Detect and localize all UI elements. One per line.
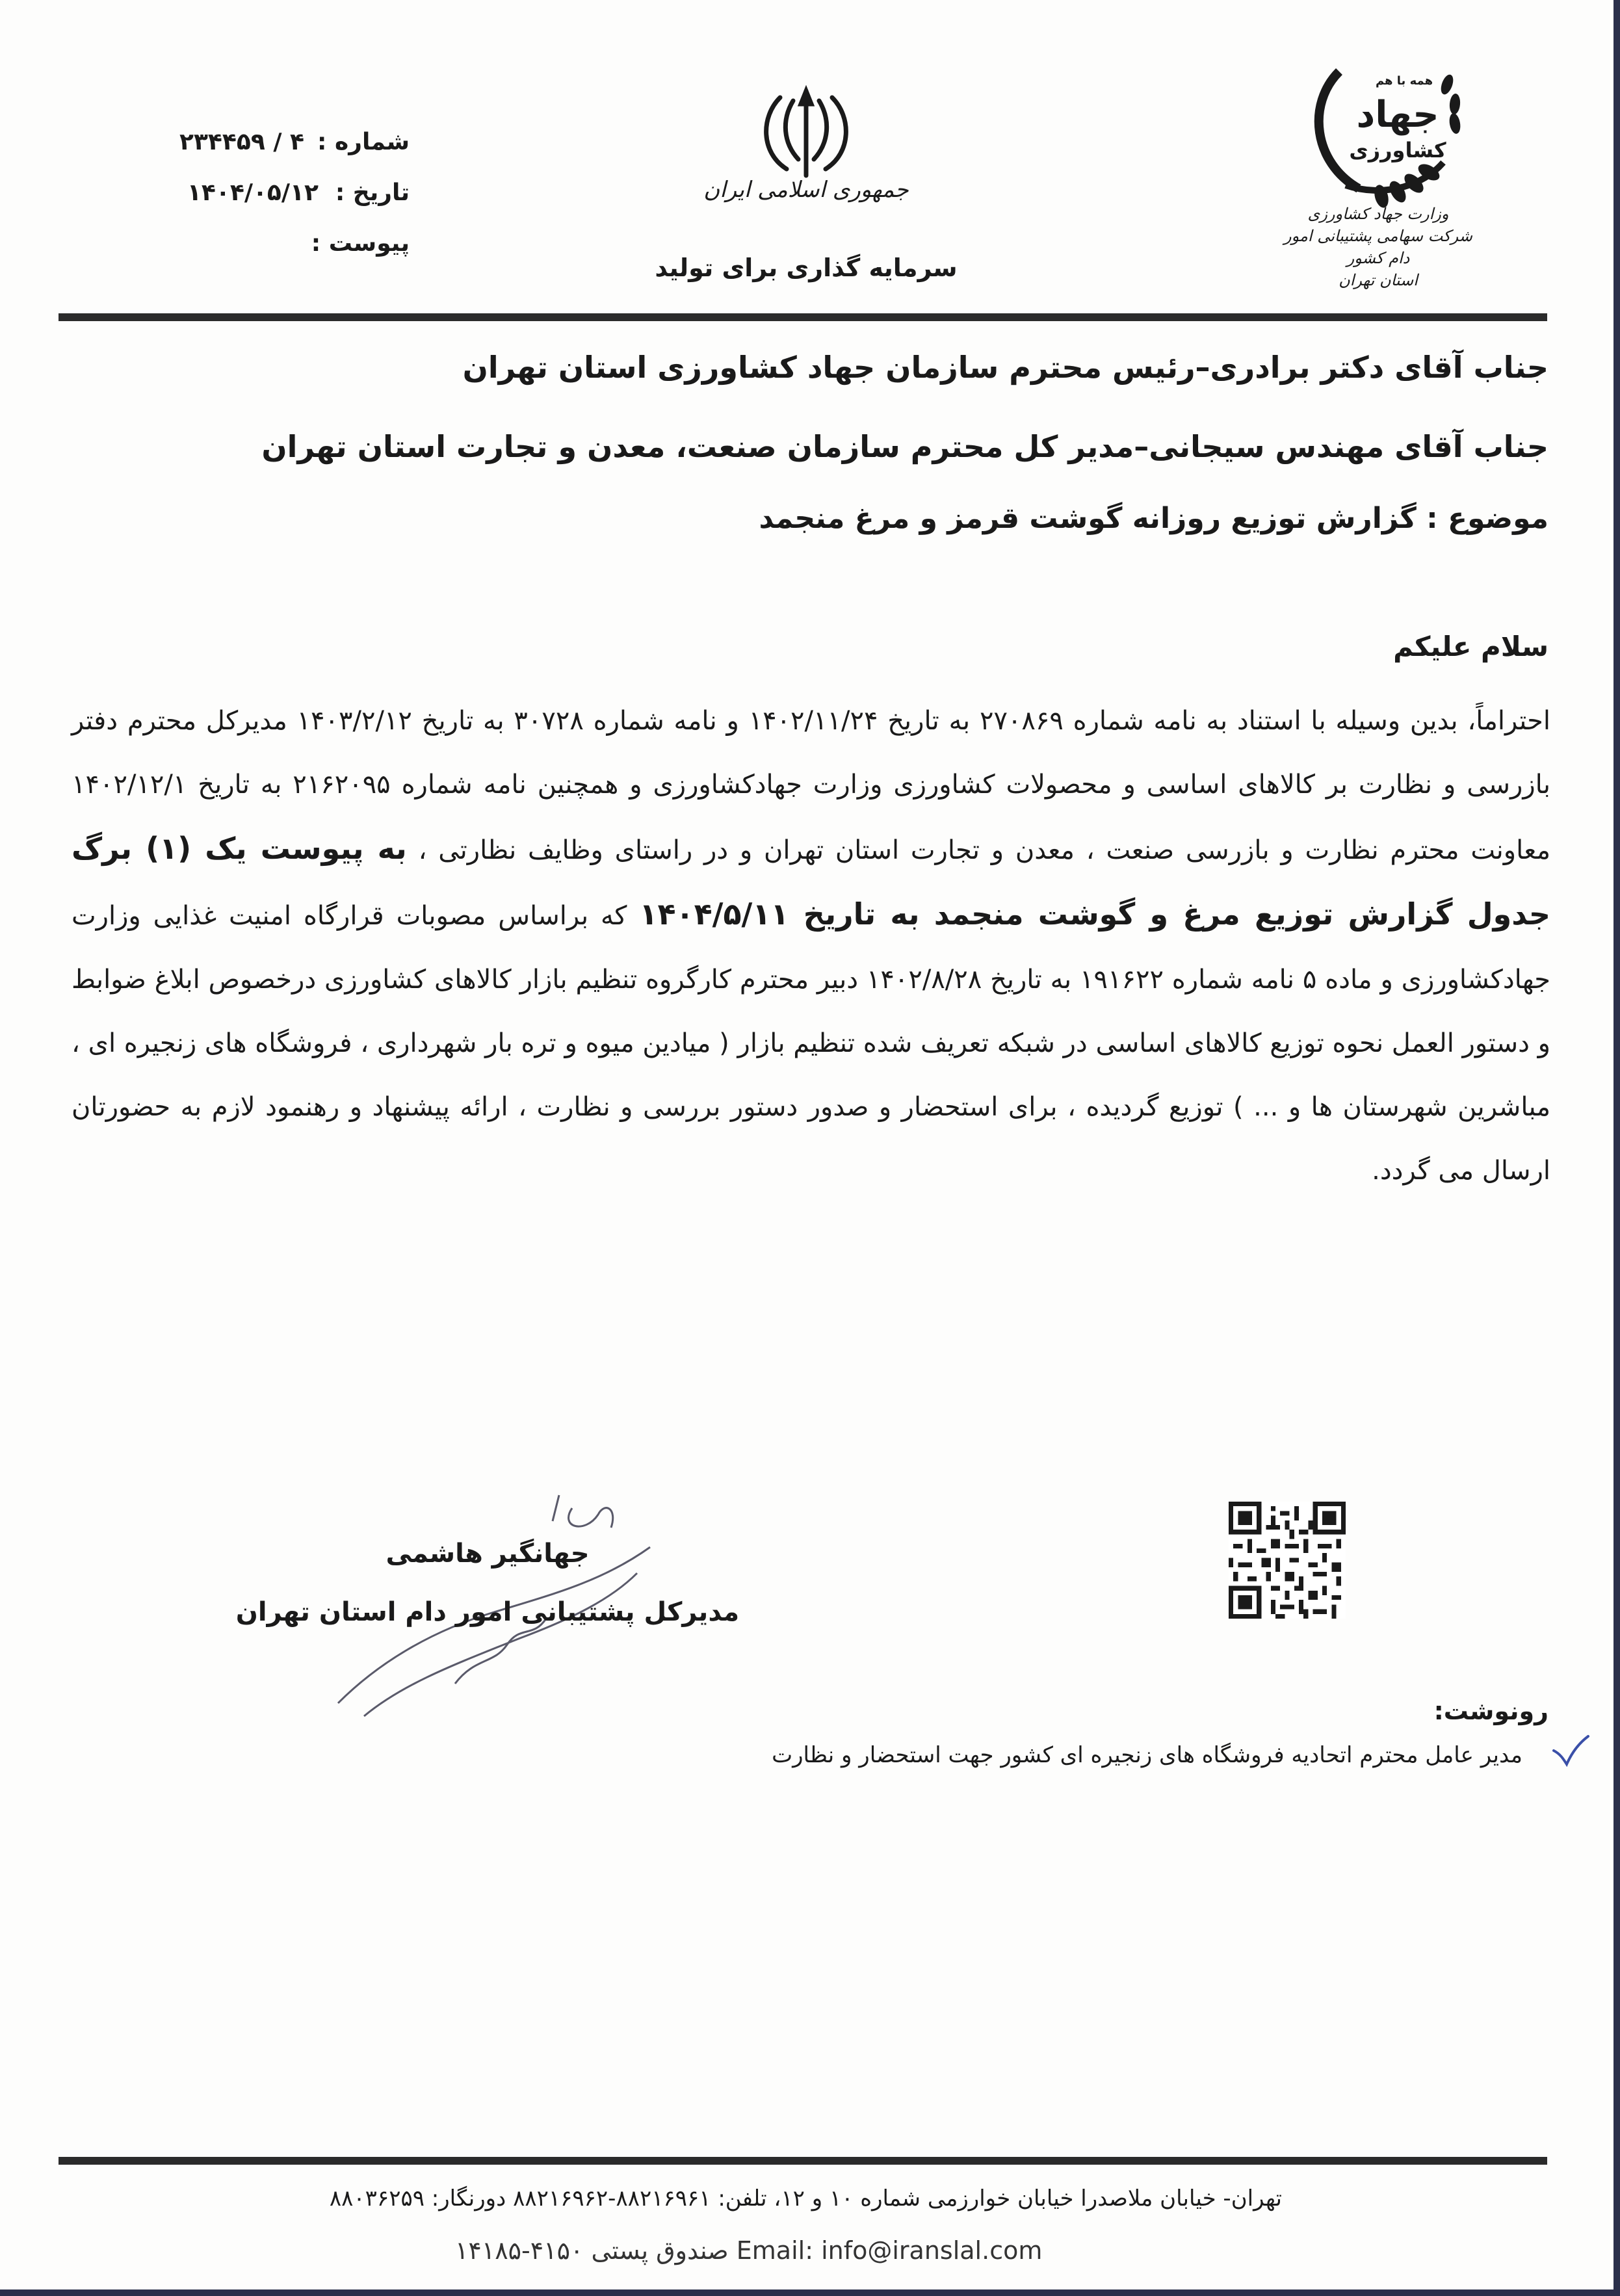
checkmark-icon: [1550, 1734, 1589, 1767]
recipient-line-1: جناب آقای دکتر برادری–رئیس محترم سازمان جهاد کشاورزی استان تهران: [462, 350, 1548, 385]
attachment-row: [176, 218, 410, 269]
footer-divider: [59, 2157, 1547, 2165]
number-label: شماره :: [317, 129, 410, 155]
signer-title: مدیرکل پشتیبانی امور دام استان تهران: [235, 1597, 740, 1627]
number-value: ۴ / ۲۳۴۴۵۹: [179, 129, 305, 155]
date-label: تاریخ :: [335, 179, 410, 206]
date-value: ۱۴۰۴/۰۵/۱۲: [187, 179, 319, 206]
qr-code-icon: [1229, 1502, 1346, 1619]
header-divider: [59, 313, 1547, 321]
footer-address: تهران- خیابان ملاصدرا خیابان خوارزمی شماره ۱۰ و ۱۲، تلفن: ۸۸۲۱۶۹۶۱-۸۸۲۱۶۹۶۲ دورنگار: ۸۸۰۳۶۲۵۹: [329, 2185, 1282, 2211]
jahad-keshavarzi-logo: [1300, 46, 1469, 208]
signature-block: [195, 1524, 780, 1641]
republic-caption: جمهوری اسلامی ایران: [703, 177, 909, 203]
ministry-line-2: شرکت سهامی پشتیبانی امور دام کشور: [1284, 227, 1472, 267]
signer-name: جهانگیر هاشمی: [385, 1539, 590, 1569]
ministry-line-1: وزارت جهاد کشاورزی: [1307, 205, 1449, 223]
iran-emblem-icon: [754, 78, 858, 189]
ministry-line-3: استان تهران: [1339, 271, 1418, 289]
cc-title: رونوشت:: [1433, 1697, 1548, 1725]
greeting: سلام علیکم: [1393, 631, 1548, 662]
cc-recipient: مدیر عامل محترم اتحادیه فروشگاه های زنجیره ای کشور جهت استحضار و نظارت: [772, 1742, 1522, 1768]
body-part-2: که براساس مصوبات قرارگاه امنیت غذایی وزارت جهادکشاورزی و ماده ۵ نامه شماره ۱۹۱۶۲۲ به تاریخ ۱۴۰۲/۸/۲۸ دبیر محترم کارگروه تنظیم بازار کالاهای کشاورزی درخصوص ابلاغ ضوابط و دستور العمل نحوه توزیع کالاهای اساسی در شبکه تعریف شده تنظیم بازار ( میادین میوه و تره بار شهرداری ، فروشگاه های زنجیره ای ، مباشرین شهرستان ها و ... ) توزیع گردیده ، برای استحضار و صدور دستور بررسی و نظارت ، ارائه پیشنهاد و رهنمود لازم به حضورتان ارسال می گردد.: [72, 901, 1551, 1186]
recipient-line-2: جناب آقای مهندس سیجانی–مدیر کل محترم سازمان صنعت، معدن و تجارت استان تهران: [261, 429, 1548, 464]
footer-email-line: ۱۴۱۸۵-۴۱۵۰ صندوق پستی Email: info@iranslal.com: [455, 2236, 1043, 2265]
date-row: [176, 168, 410, 218]
number-row: [176, 117, 410, 168]
ministry-caption: [1274, 203, 1482, 291]
scan-edge-right: [1613, 0, 1620, 2296]
logo-sub-text: کشاورزی: [1349, 138, 1446, 163]
letter-body: [72, 689, 1550, 1203]
logo-main-text: جهاد: [1356, 94, 1439, 136]
slogan: سرمایه گذاری برای تولید: [655, 254, 958, 282]
logo-top-text: همه با هم: [1375, 74, 1433, 88]
body-bold-attachment: به پیوست یک (۱) برگ جدول گزارش توزیع مرغ و گوشت منجمد به تاریخ ۱۴۰۴/۵/۱۱: [72, 831, 1550, 932]
subject-line: موضوع : گزارش توزیع روزانه گوشت قرمز و مرغ منجمد: [759, 502, 1548, 535]
attachment-label: پیوست :: [311, 230, 410, 257]
body-part-1: احتراماً، بدین وسیله با استناد به نامه شماره ۲۷۰۸۶۹ به تاریخ ۱۴۰۲/۱۱/۲۴ و نامه شماره ۳۰۷۲۸ به تاریخ ۱۴۰۳/۲/۱۲ مدیرکل محترم دفتر بازرسی و نظارت بر کالاهای اساسی و محصولات کشاورزی وزارت جهادکشاورزی و همچنین نامه شماره ۲۱۶۲۰۹۵ به تاریخ ۱۴۰۲/۱۲/۱ معاونت محترم نظارت و بازرسی صنعت ، معدن و تجارت استان تهران و در راستای وظایف نظارتی ،: [72, 706, 1551, 865]
letter-meta: [176, 117, 410, 269]
scan-edge-bottom: [0, 2289, 1620, 2296]
